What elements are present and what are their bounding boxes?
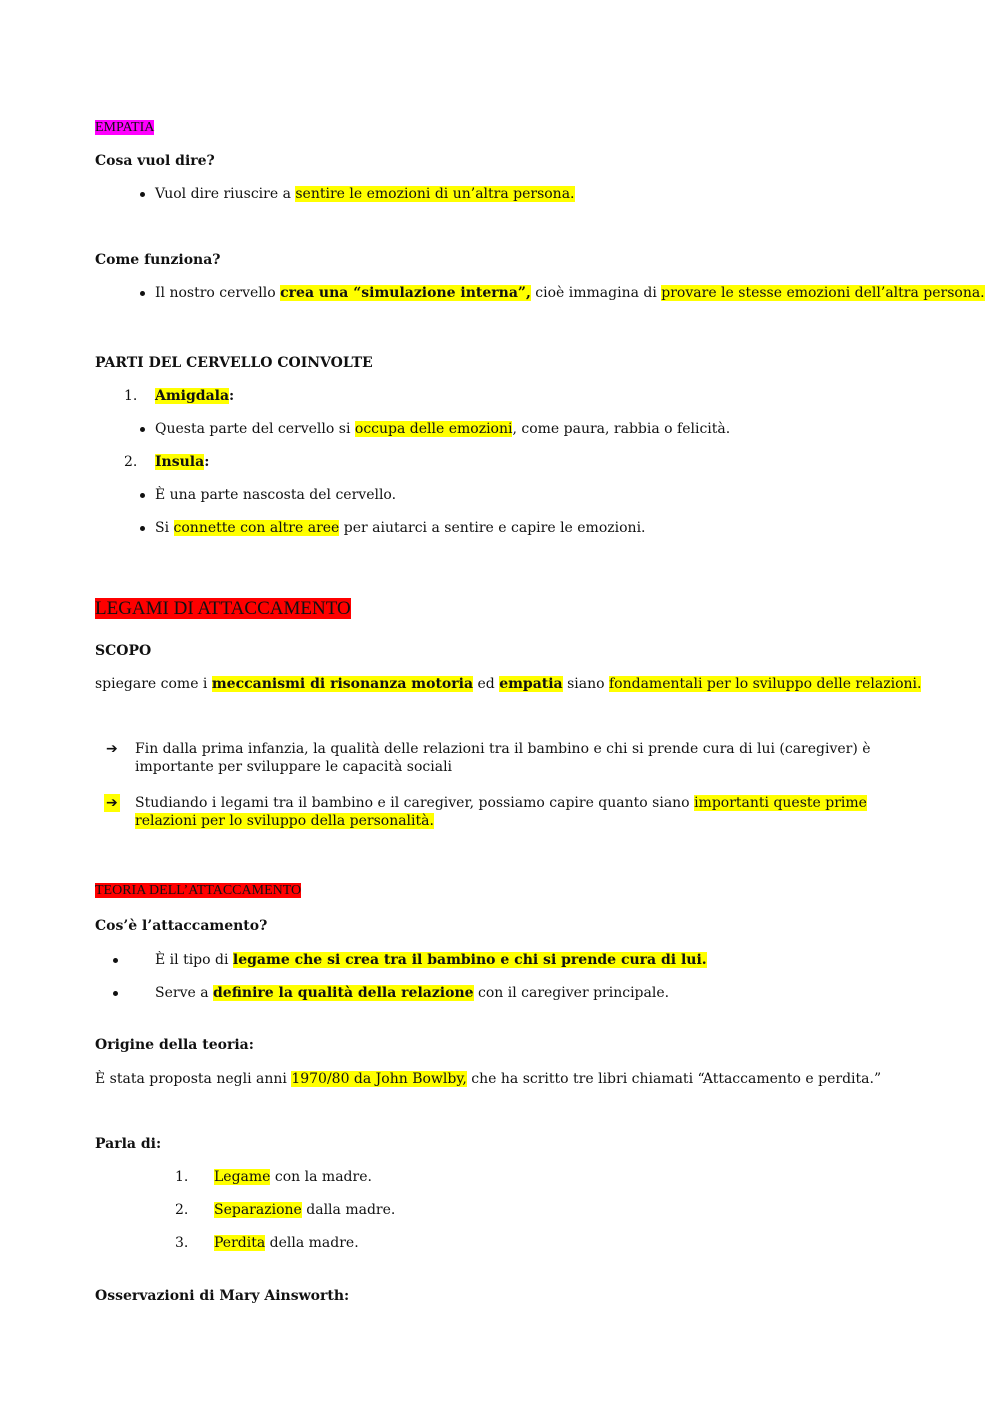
bullet-dot — [140, 192, 145, 197]
scopo-text: spiegare come i meccanismi di risonanza motoria ed empatia siano fondamentali per lo sviluppo delle relazioni. — [95, 676, 922, 692]
parts-title: PARTI DEL CERVELLO COINVOLTE — [95, 355, 373, 371]
question-come-funziona: Come funziona? — [95, 252, 221, 268]
part-amigdala: Amigdala: — [155, 388, 235, 404]
list-item: Serve a definire la qualità della relazione con il caregiver principale. — [155, 985, 670, 1001]
origin-text: È stata proposta negli anni 1970/80 da John Bowlby, che ha scritto tre libri chiamati “Attaccamento e perdita.” — [95, 1071, 882, 1087]
list-item: Vuol dire riuscire a sentire le emozioni di un’altra persona. — [155, 186, 575, 202]
list-item: Il nostro cervello crea una “simulazione interna”, cioè immagina di provare le stesse emozioni dell’altra persona. — [155, 285, 985, 301]
bullet-dot — [113, 991, 118, 996]
list-item: Separazione dalla madre. — [214, 1202, 396, 1218]
section-title-empatia: EMPATIA — [95, 120, 155, 135]
arrow-item: Fin dalla prima infanzia, la qualità delle relazioni tra il bambino e chi si prende cura di lui (caregiver) è importante per sviluppare le capacità sociali — [135, 741, 871, 775]
scopo-title: SCOPO — [95, 643, 152, 659]
list-item: È una parte nascosta del cervello. — [155, 487, 397, 503]
bullet-dot — [140, 493, 145, 498]
list-item: È il tipo di legame che si crea tra il bambino e chi si prende cura di lui. — [155, 952, 707, 968]
list-item: Legame con la madre. — [214, 1169, 372, 1185]
bullet-dot — [140, 526, 145, 531]
bullet-dot — [140, 427, 145, 432]
bullet-dot — [113, 958, 118, 963]
part-insula: Insula: — [155, 454, 210, 470]
arrow-item: Studiando i legami tra il bambino e il caregiver, possiamo capire quanto siano importanti queste prime relazioni per lo sviluppo della personalità. — [135, 795, 867, 829]
list-item: Perdita della madre. — [214, 1235, 359, 1251]
list-number: 2. — [175, 1202, 189, 1218]
question-cosa-vuol-dire: Cosa vuol dire? — [95, 153, 215, 169]
arrow-bullet-icon: ➔ — [106, 795, 118, 811]
parla-title: Parla di: — [95, 1136, 162, 1152]
list-item: Si connette con altre aree per aiutarci a sentire e capire le emozioni. — [155, 520, 646, 536]
question-attaccamento: Cos’è l’attaccamento? — [95, 918, 268, 934]
section-title-legami: LEGAMI DI ATTACCAMENTO — [95, 598, 351, 619]
list-number: 1. — [124, 388, 138, 404]
list-number: 2. — [124, 454, 138, 470]
list-item: Questa parte del cervello si occupa delle emozioni, come paura, rabbia o felicità. — [155, 421, 731, 437]
mary-title: Osservazioni di Mary Ainsworth: — [95, 1288, 350, 1304]
section-title-teoria: TEORIA DELL’ATTACCAMENTO — [95, 883, 302, 898]
bullet-dot — [140, 291, 145, 296]
list-number: 1. — [175, 1169, 189, 1185]
list-number: 3. — [175, 1235, 189, 1251]
arrow-bullet-icon: ➔ — [106, 741, 118, 757]
origin-title: Origine della teoria: — [95, 1037, 254, 1053]
